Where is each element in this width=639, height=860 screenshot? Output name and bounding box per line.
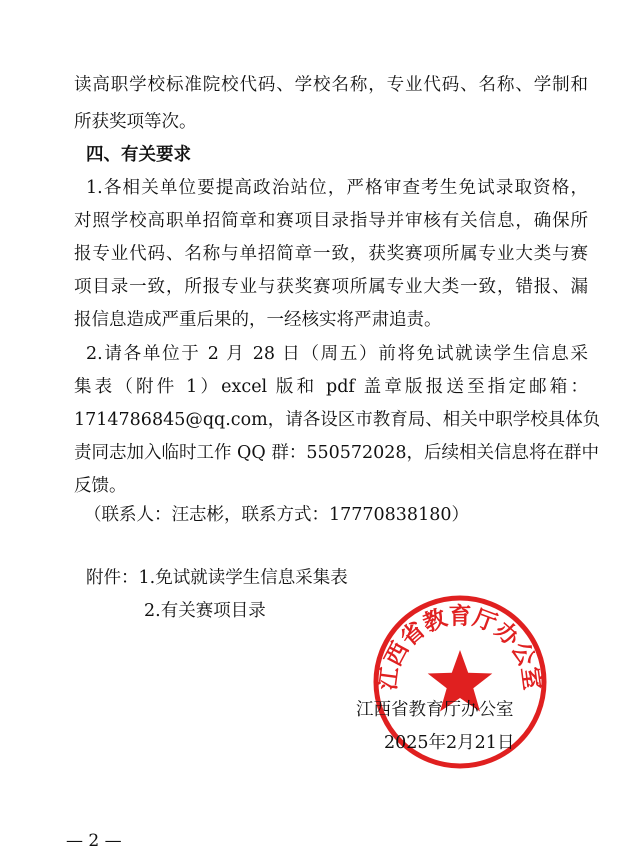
body-line: 报专业代码、名称与单招简章一致，获奖赛项所属专业大类与赛 [74,244,588,264]
attachment-item: 2.有关赛项目录 [144,601,266,621]
issue-date: 2025年2月21日 [384,733,515,753]
body-line: 2.请各单位于 2 月 28 日（周五）前将免试就读学生信息采 [86,344,588,364]
body-line: 1.各相关单位要提高政治站位，严格审查考生免试录取资格， [86,178,588,198]
contact-line: （联系人：汪志彬，联系方式：17770838180） [84,505,469,525]
seal-text: 江西省教育厅办公室 [375,603,545,692]
body-line: 读高职学校标准院校代码、学校名称，专业代码、名称、学制和 [74,75,588,95]
body-line: 对照学校高职单招简章和赛项目录指导并审核有关信息，确保所 [74,211,588,231]
body-line: 项目录一致，所报专业与获奖赛项所属专业大类一致，错报、漏 [74,277,588,297]
attachments-block [86,566,348,590]
attachments-label: 附件： [86,568,139,588]
body-line: 责同志加入临时工作 QQ 群：550572028，后续相关信息将在群中 [74,443,600,463]
body-line: 所获奖项等次。 [74,112,197,132]
body-line: 1714786845@qq.com，请各设区市教育局、相关中职学校具体负 [74,410,601,430]
page-number: — 2 — [66,831,122,851]
attachment-item: 1.免试就读学生信息采集表 [138,568,348,588]
body-line: 报信息造成严重后果的，一经核实将严肃追责。 [74,310,442,330]
issuer-name: 江西省教育厅办公室 [356,700,514,720]
body-line: 反馈。 [74,476,127,496]
section-heading: 四、有关要求 [86,145,191,165]
body-line: 集表（附件 1）excel 版和 pdf 盖章版报送至指定邮箱： [74,377,588,397]
